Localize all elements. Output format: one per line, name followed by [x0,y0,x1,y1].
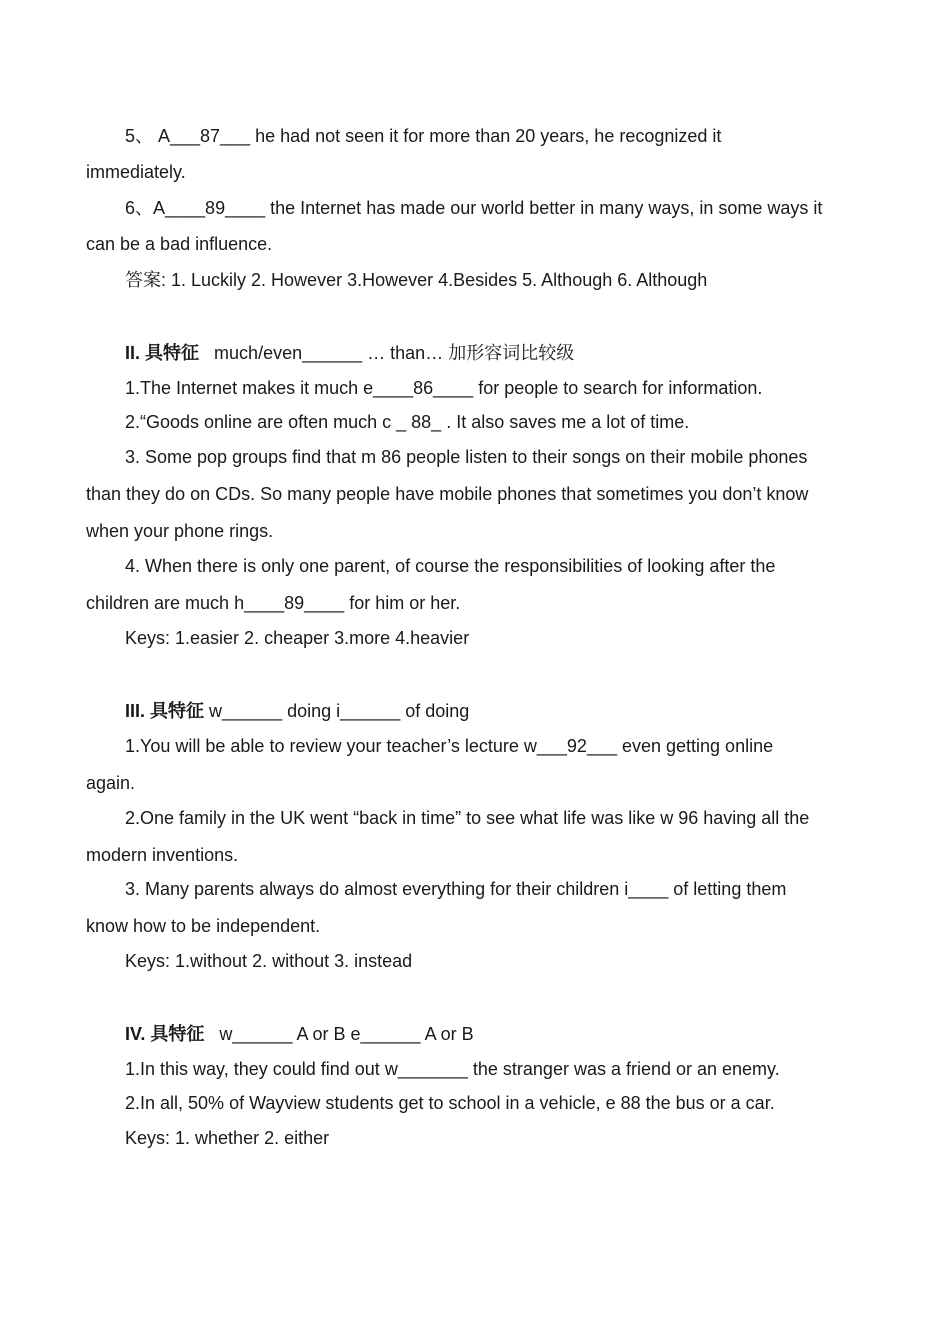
section-iii-heading [125,700,469,723]
section-ii-keys: Keys: 1.easier 2. cheaper 3.more 4.heavier [125,628,470,648]
section-ii-question-4-line-1: 4. When there is only one parent, of course the responsibilities of looking after the [125,556,776,576]
section-iv-heading [125,1023,474,1046]
section-iii-question-2-line-1: 2.One family in the UK went “back in time” to see what life was like w 96 having all the [125,808,810,828]
section-iii-keys: Keys: 1.without 2. without 3. instead [125,951,413,971]
section-iii-question-2-line-2: modern inventions. [86,845,239,865]
answer-line: 答案: 1. Luckily 2. However 3.However 4.Besides 5. Although 6. Although [125,270,708,290]
section-ii-label: 具特征 [145,343,200,364]
question-6-line-1: 6、A____89____ the Internet has made our world better in many ways, in some ways it [125,198,823,218]
question-6-line-2: can be a bad influence. [86,234,273,254]
section-iii-question-1-line-2: again. [86,773,136,793]
section-ii-question-4-line-2: children are much h____89____ for him or her. [86,593,461,613]
section-iv-question-1: 1.In this way, they could find out w_______ the stranger was a friend or an enemy. [125,1059,780,1079]
section-iii-question-1-line-1: 1.You will be able to review your teacher’s lecture w___92___ even getting online [125,736,774,756]
question-5-line-2: immediately. [86,162,186,182]
section-ii-number: II. [125,343,141,363]
section-iv-number: IV. [125,1024,146,1044]
section-iii-number: III. [125,701,146,721]
section-ii-question-3-line-2: than they do on CDs. So many people have mobile phones that sometimes you don’t know [86,484,809,504]
section-ii-question-3-line-3: when your phone rings. [86,521,274,541]
section-ii-pattern: much/even______ … than… 加形容词比较级 [214,343,575,363]
section-ii-question-2: 2.“Goods online are often much c _ 88_ . It also saves me a lot of time. [125,412,690,432]
section-iii-question-3-line-1: 3. Many parents always do almost everything for their children i____ of letting them [125,879,787,899]
section-ii-question-1: 1.The Internet makes it much e____86____ for people to search for information. [125,378,763,398]
section-iv-keys: Keys: 1. whether 2. either [125,1128,330,1148]
section-iv-label: 具特征 [150,1024,205,1045]
section-iii-pattern: w______ doing i______ of doing [209,701,470,721]
section-iv-question-2: 2.In all, 50% of Wayview students get to school in a vehicle, e 88 the bus or a car. [125,1093,775,1113]
section-iii-question-3-line-2: know how to be independent. [86,916,321,936]
question-5-line-1: 5、 A___87___ he had not seen it for more than 20 years, he recognized it [125,126,722,146]
section-iii-label: 具特征 [150,701,205,722]
section-ii-question-3-line-1: 3. Some pop groups find that m 86 people listen to their songs on their mobile phones [125,447,808,467]
section-iv-pattern: w______ A or B e______ A or B [219,1024,474,1044]
section-ii-heading [125,342,574,365]
